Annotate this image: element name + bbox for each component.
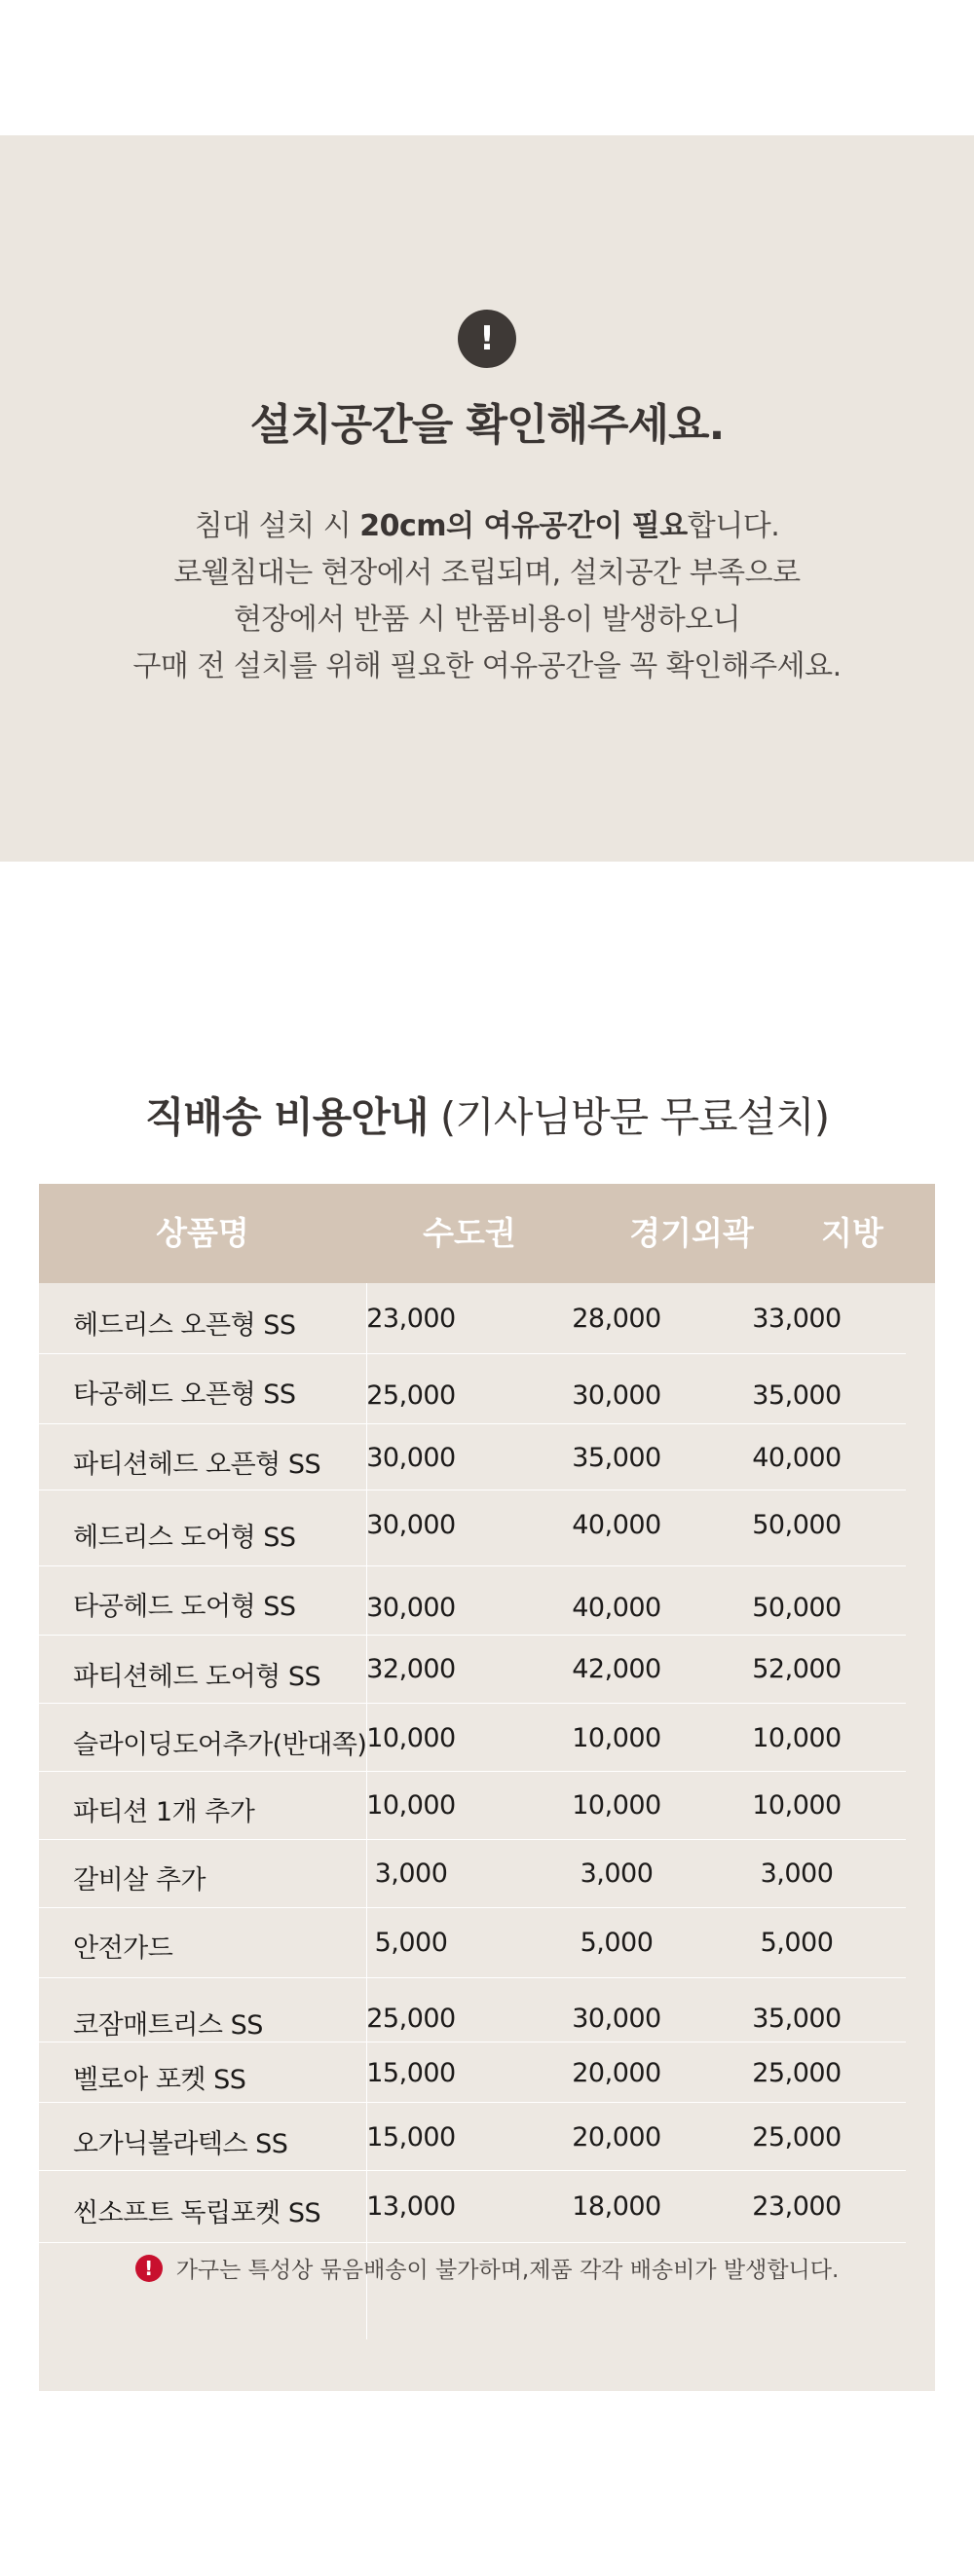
price-metro: 25,000 <box>366 1380 456 1411</box>
price-local: 23,000 <box>752 2191 842 2222</box>
notice-body <box>0 503 974 690</box>
product-name: 씬소프트 독립포켓 SS <box>73 2198 321 2228</box>
product-name: 타공헤드 오픈형 SS <box>73 1380 296 1410</box>
table-row <box>39 1353 906 1424</box>
price-outer: 10,000 <box>572 1723 661 1753</box>
price-local: 10,000 <box>752 1723 842 1753</box>
table-row <box>39 1283 906 1354</box>
table-row <box>39 2042 906 2103</box>
price-outer: 40,000 <box>572 1593 661 1623</box>
price-outer: 40,000 <box>572 1510 661 1540</box>
table-row <box>39 1423 906 1490</box>
notice-title: 설치공간을 확인해주세요. <box>249 400 725 450</box>
notice-line-1-post: 합니다. <box>687 509 780 543</box>
notice-line-3: 현장에서 반품 시 반품비용이 발생하오니 <box>233 603 741 637</box>
table-row <box>39 1907 906 1978</box>
price-local: 35,000 <box>752 1380 842 1411</box>
table-row <box>39 1490 906 1566</box>
table-row <box>39 1771 906 1840</box>
price-metro: 32,000 <box>366 1654 456 1684</box>
delivery-cost-title <box>0 1086 974 1144</box>
price-metro: 15,000 <box>366 2122 456 2153</box>
table-row <box>39 1839 906 1908</box>
price-local: 10,000 <box>752 1790 842 1821</box>
price-local: 52,000 <box>752 1654 842 1684</box>
install-space-notice <box>0 135 974 862</box>
table-row <box>39 2170 906 2243</box>
price-metro: 10,000 <box>366 1790 456 1821</box>
price-outer: 20,000 <box>572 2122 661 2153</box>
price-outer: 35,000 <box>572 1443 661 1473</box>
price-outer: 42,000 <box>572 1654 661 1684</box>
product-name: 헤드리스 도어형 SS <box>73 1523 296 1553</box>
price-outer: 30,000 <box>572 1380 661 1411</box>
price-local: 25,000 <box>752 2122 842 2153</box>
price-metro: 23,000 <box>366 1304 456 1334</box>
table-row <box>39 1565 906 1636</box>
price-metro: 30,000 <box>366 1510 456 1540</box>
notice-line-4: 구매 전 설치를 위해 필요한 여유공간을 꼭 확인해주세요. <box>132 649 842 683</box>
header-product: 상품명 <box>156 1214 249 1252</box>
delivery-cost-title-rest: (기사님방문 무료설치) <box>428 1093 830 1141</box>
product-name: 안전가드 <box>73 1933 173 1964</box>
header-outer: 경기외곽 <box>629 1214 754 1252</box>
price-local: 50,000 <box>752 1510 842 1540</box>
price-metro: 10,000 <box>366 1723 456 1753</box>
table-row <box>39 1703 906 1772</box>
footnote <box>39 2252 935 2284</box>
product-name: 파티션헤드 오픈형 SS <box>73 1450 321 1480</box>
header-local: 지방 <box>821 1214 883 1252</box>
delivery-cost-title-bold: 직배송 비용안내 <box>144 1093 429 1141</box>
price-metro: 15,000 <box>366 2058 456 2088</box>
product-name: 갈비살 추가 <box>73 1865 206 1895</box>
product-name: 타공헤드 도어형 SS <box>73 1592 296 1622</box>
product-name: 파티션헤드 도어형 SS <box>73 1662 321 1692</box>
price-outer: 3,000 <box>580 1858 654 1889</box>
price-outer: 28,000 <box>572 1304 661 1334</box>
price-outer: 20,000 <box>572 2058 661 2088</box>
product-name: 벨로아 포켓 SS <box>73 2065 246 2095</box>
table-row <box>39 2102 906 2171</box>
price-local: 40,000 <box>752 1443 842 1473</box>
price-local: 50,000 <box>752 1593 842 1623</box>
price-metro: 30,000 <box>366 1443 456 1473</box>
price-metro: 25,000 <box>366 2004 456 2034</box>
price-metro: 5,000 <box>374 1928 448 1958</box>
product-name: 코잠매트리스 SS <box>73 2010 263 2041</box>
price-local: 3,000 <box>760 1858 834 1889</box>
notice-line-1-pre: 침대 설치 시 <box>194 509 360 543</box>
table-row <box>39 1977 906 2042</box>
header-metro: 수도권 <box>423 1214 516 1252</box>
price-outer: 18,000 <box>572 2191 661 2222</box>
price-local: 35,000 <box>752 2004 842 2034</box>
price-local: 25,000 <box>752 2058 842 2088</box>
price-local: 33,000 <box>752 1304 842 1334</box>
table-header <box>39 1184 935 1283</box>
footnote-text: 가구는 특성상 묶음배송이 불가하며,제품 각각 배송비가 발생합니다. <box>175 2258 840 2283</box>
product-name: 헤드리스 오픈형 SS <box>73 1310 296 1341</box>
price-metro: 30,000 <box>366 1593 456 1623</box>
table-row <box>39 1635 906 1704</box>
notice-line-1-bold: 20cm의 여유공간이 필요 <box>359 509 688 543</box>
price-outer: 10,000 <box>572 1790 661 1821</box>
exclamation-circle-icon: ! <box>135 2255 163 2282</box>
exclamation-circle-icon: ! <box>458 310 516 368</box>
delivery-cost-table <box>39 1184 935 2391</box>
product-name: 슬라이딩도어추가(반대쪽) <box>73 1730 367 1760</box>
price-metro: 3,000 <box>374 1858 448 1889</box>
notice-line-1 <box>0 503 974 550</box>
notice-line-2: 로웰침대는 현장에서 조립되며, 설치공간 부족으로 <box>173 556 801 590</box>
price-outer: 5,000 <box>580 1928 654 1958</box>
product-name: 파티션 1개 추가 <box>73 1797 255 1827</box>
price-outer: 30,000 <box>572 2004 661 2034</box>
price-local: 5,000 <box>760 1928 834 1958</box>
product-name: 오가닉볼라텍스 SS <box>73 2129 288 2159</box>
price-metro: 13,000 <box>366 2191 456 2222</box>
